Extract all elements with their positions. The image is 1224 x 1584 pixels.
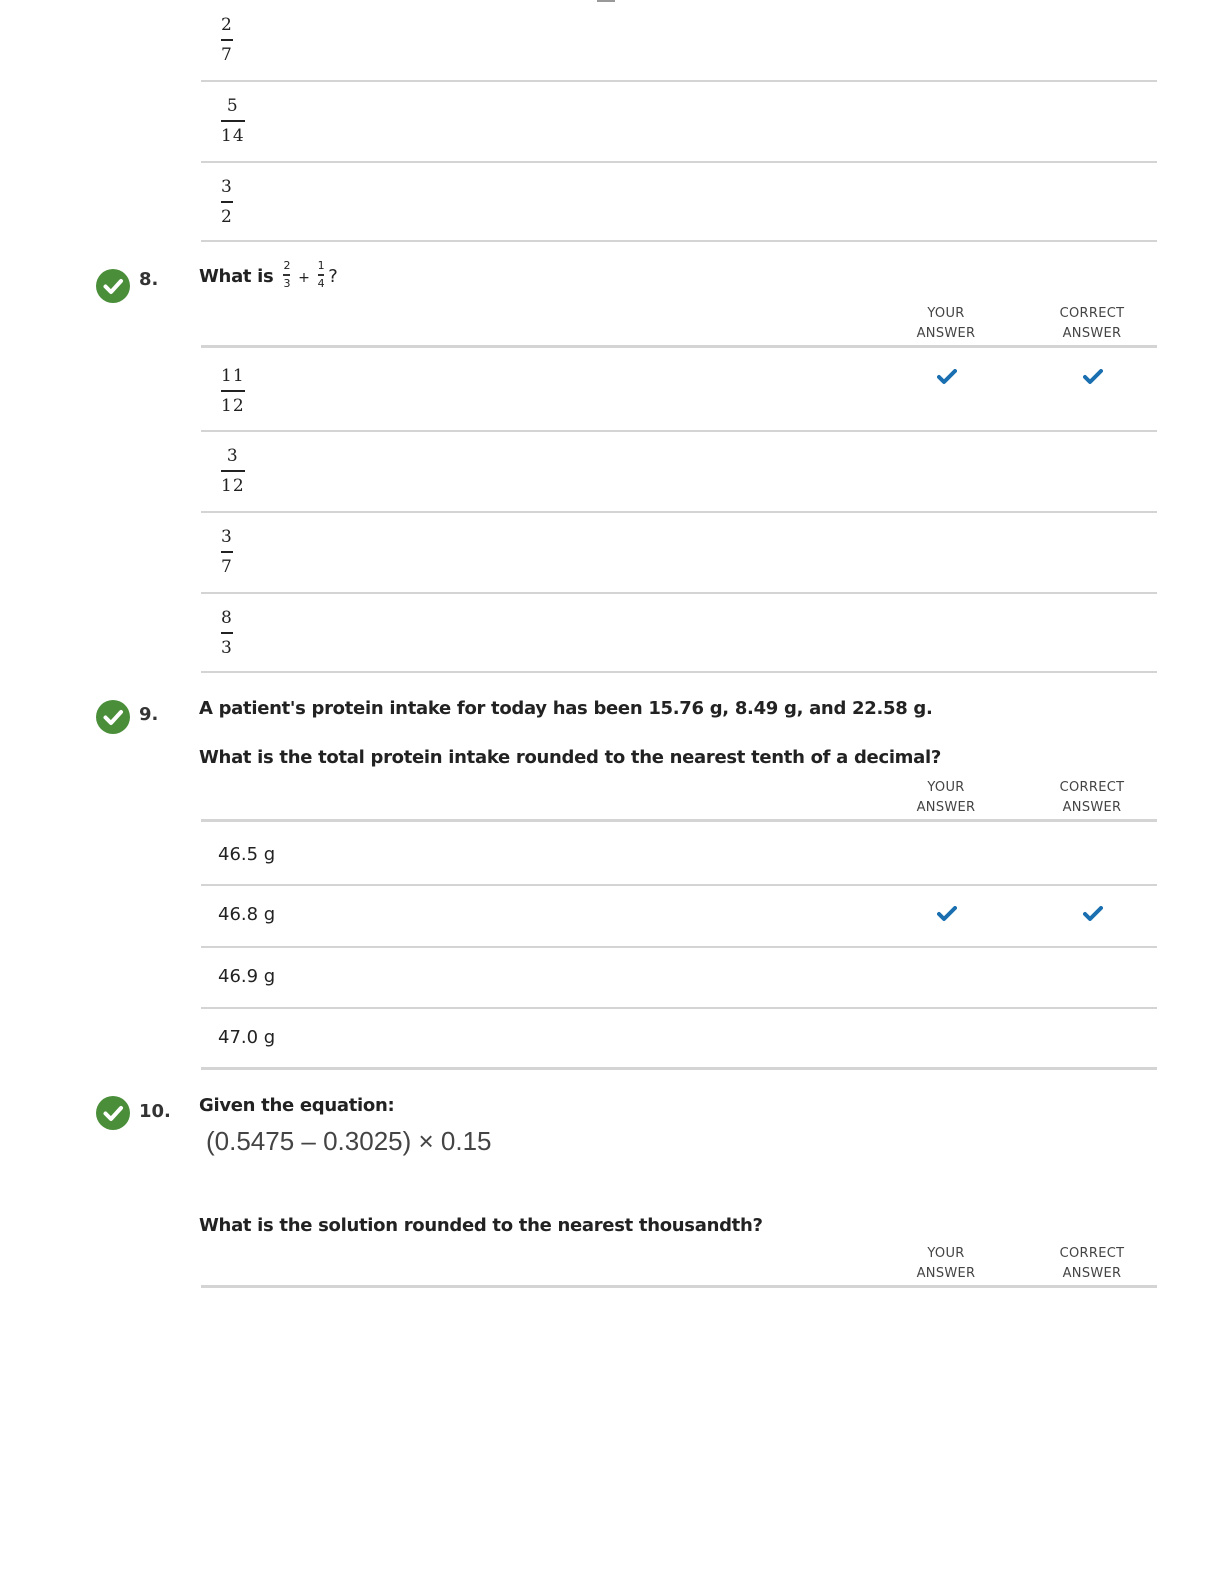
fraction-numerator: 2	[221, 15, 233, 35]
answer-row-divider	[201, 511, 1157, 513]
fraction-denominator: 7	[221, 557, 233, 577]
page-top-marker	[597, 0, 615, 2]
header-line: CORRECT	[1059, 780, 1125, 795]
fraction-numerator: 3	[221, 177, 233, 197]
question-text-line-1: Given the equation:	[199, 1095, 395, 1116]
correct-check-icon	[96, 269, 130, 303]
question-number: 9.	[139, 704, 159, 725]
your-answer-header	[901, 304, 991, 344]
correct-check-icon	[96, 1096, 130, 1130]
answer-row-divider	[201, 1067, 1157, 1070]
question-suffix: ?	[328, 265, 338, 287]
fraction-numerator: 11	[221, 366, 245, 386]
your-answer-header	[901, 778, 991, 818]
header-line: ANSWER	[916, 326, 976, 341]
fraction-denominator: 12	[221, 396, 245, 416]
header-line: CORRECT	[1059, 1246, 1125, 1261]
question-number: 8.	[139, 269, 159, 290]
correct-answer-header	[1047, 778, 1137, 818]
answer-row-divider	[201, 161, 1157, 163]
fraction-bar	[221, 39, 233, 41]
fraction-denominator: 14	[221, 126, 245, 146]
answer-row-divider	[201, 884, 1157, 886]
answer-table-header-divider	[201, 819, 1157, 822]
inline-fraction	[318, 260, 325, 290]
answer-row-divider	[201, 1007, 1157, 1009]
header-line: YOUR	[927, 306, 965, 321]
header-line: ANSWER	[1062, 800, 1122, 815]
q9-option-3: 46.9 g	[218, 966, 276, 987]
q9-option-1: 46.5 g	[218, 844, 276, 865]
fraction-denominator: 12	[221, 476, 245, 496]
header-line: ANSWER	[916, 800, 976, 815]
q8-option-3-fraction	[221, 526, 233, 578]
fraction-denominator: 3	[283, 276, 291, 290]
fraction-denominator: 2	[221, 207, 233, 227]
fraction-denominator: 7	[221, 45, 233, 65]
fraction-numerator: 2	[283, 259, 291, 272]
header-line: YOUR	[927, 1246, 965, 1261]
q8-option-1-fraction	[221, 365, 245, 417]
answer-table-header-divider	[201, 345, 1157, 348]
answer-row-divider	[201, 430, 1157, 432]
fraction-bar	[318, 274, 325, 276]
header-line: ANSWER	[1062, 326, 1122, 341]
correct-check-icon	[96, 700, 130, 734]
inline-fraction	[283, 260, 290, 290]
answer-table-header-divider	[201, 1285, 1157, 1288]
correct-answer-header	[1047, 1244, 1137, 1284]
fraction-bar	[221, 390, 245, 392]
question-number: 10.	[139, 1101, 171, 1122]
header-line: ANSWER	[916, 1266, 976, 1281]
fraction-numerator: 3	[226, 446, 239, 466]
correct-answer-check-icon	[1083, 369, 1103, 385]
question-prefix: What is	[199, 265, 274, 287]
q8-option-2-fraction	[221, 445, 245, 497]
header-line: ANSWER	[1062, 1266, 1122, 1281]
fraction-bar	[221, 201, 233, 203]
q7-option-1-fraction	[221, 14, 233, 66]
your-answer-check-icon	[937, 906, 957, 922]
answer-row-divider	[201, 240, 1157, 242]
question-text	[199, 259, 338, 292]
answer-row-divider	[201, 80, 1157, 82]
header-line: CORRECT	[1059, 306, 1125, 321]
q8-option-4-fraction	[221, 607, 233, 659]
question-text-line-1: A patient's protein intake for today has been 15.76 g, 8.49 g, and 22.58 g.	[199, 698, 933, 719]
equation-image: (0.5475 – 0.3025) × 0.15	[206, 1126, 492, 1156]
fraction-bar	[221, 470, 245, 472]
answer-row-divider	[201, 592, 1157, 594]
fraction-numerator: 5	[226, 96, 239, 116]
correct-answer-check-icon	[1083, 906, 1103, 922]
fraction-denominator: 3	[221, 638, 233, 658]
fraction-bar	[221, 120, 245, 122]
correct-answer-header	[1047, 304, 1137, 344]
your-answer-header	[901, 1244, 991, 1284]
fraction-bar	[221, 551, 233, 553]
your-answer-check-icon	[937, 369, 957, 385]
q9-option-4: 47.0 g	[218, 1027, 276, 1048]
q7-option-3-fraction	[221, 176, 233, 228]
fraction-numerator: 1	[317, 259, 325, 272]
fraction-numerator: 8	[221, 608, 233, 628]
question-text-line-2: What is the solution rounded to the nearest thousandth?	[199, 1215, 763, 1236]
question-text-line-2: What is the total protein intake rounded to the nearest tenth of a decimal?	[199, 747, 941, 768]
fraction-denominator: 4	[317, 276, 325, 290]
answer-row-divider	[201, 671, 1157, 673]
q9-option-2: 46.8 g	[218, 904, 276, 925]
fraction-bar	[221, 632, 233, 634]
q7-option-2-fraction	[221, 95, 245, 147]
header-line: YOUR	[927, 780, 965, 795]
fraction-numerator: 3	[221, 527, 233, 547]
plus-operator: +	[298, 269, 310, 286]
answer-row-divider	[201, 946, 1157, 948]
fraction-bar	[283, 274, 290, 276]
